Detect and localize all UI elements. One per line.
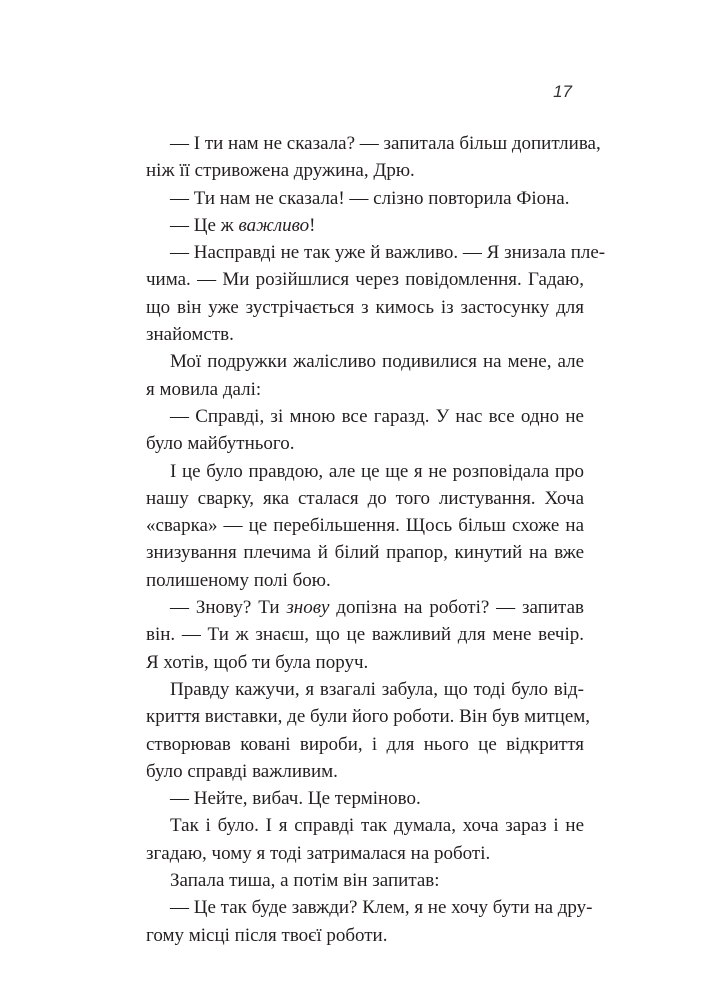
- paragraph: [146, 239, 606, 348]
- text-run: І це було правдою, але це ще я не розповідала про: [170, 460, 584, 482]
- text-line: [146, 403, 584, 430]
- text-line: [146, 703, 591, 730]
- paragraph: [146, 348, 584, 403]
- emphasis-text: знову: [286, 597, 330, 619]
- paragraph: [146, 785, 584, 812]
- paragraph: [146, 130, 601, 185]
- text-run: «сварка» — це перебільшення. Щось більш схоже на: [146, 515, 584, 537]
- text-line: [146, 785, 584, 812]
- text-run: знайомств.: [146, 324, 234, 346]
- text-run: !: [309, 214, 316, 236]
- text-run: Мої подружки жалісливо подивилися на мене, але: [170, 351, 584, 373]
- text-run: криття виставки, де були його роботи. Він був митцем,: [146, 706, 591, 728]
- text-line: [146, 294, 584, 321]
- text-run: — Знову? Ти: [170, 597, 287, 619]
- text-line: [146, 539, 584, 566]
- text-line: [146, 485, 584, 512]
- text-run: чима. — Ми розійшлися через повідомлення. Гадаю,: [146, 269, 584, 291]
- paragraph: [146, 403, 584, 458]
- paragraph: [146, 594, 584, 676]
- text-line: [146, 321, 584, 348]
- text-run: згадаю, чому я тоді затрималася на роботі.: [146, 842, 491, 864]
- text-run: Правду кажучи, я взагалі забула, що тоді було від-: [170, 678, 584, 700]
- text-run: Так і було. І я справді так думала, хоча зараз і не: [170, 815, 584, 837]
- text-run: гому місці після твоєї роботи.: [146, 924, 388, 946]
- text-run: Запала тиша, а потім він запитав:: [170, 870, 440, 892]
- text-line: [146, 458, 584, 485]
- text-line: [146, 512, 584, 539]
- paragraph: [146, 867, 584, 894]
- text-line: [146, 758, 584, 785]
- text-line: [146, 594, 584, 621]
- text-run: — Це так буде завжди? Клем, я не хочу бути на дру-: [170, 897, 593, 919]
- text-run: було справді важливим.: [146, 760, 338, 782]
- text-run: — Ти нам не сказала! — слізно повторила Фіона.: [170, 187, 570, 209]
- text-run: — Насправді не так уже й важливо. — Я знизала пле-: [170, 242, 606, 264]
- paragraph: [146, 812, 584, 867]
- text-run: Я хотів, щоб ти була поруч.: [146, 651, 369, 673]
- text-line: [146, 157, 584, 184]
- text-line: [146, 266, 584, 293]
- text-line: [146, 130, 601, 157]
- emphasis-text: важливо: [238, 214, 310, 236]
- text-line: [146, 922, 584, 949]
- text-run: — Це ж: [170, 214, 239, 236]
- text-line: [146, 621, 584, 648]
- paragraph: [146, 894, 593, 949]
- body-text: [146, 130, 606, 949]
- text-run: що він уже зустрічається з кимось із застосунку для: [146, 296, 584, 318]
- paragraph: [146, 212, 584, 239]
- text-line: [146, 894, 593, 921]
- text-line: [146, 676, 584, 703]
- paragraph: [146, 458, 584, 594]
- text-run: — Нейте, вибач. Це терміново.: [170, 788, 421, 810]
- paragraph: [146, 185, 584, 212]
- text-line: [146, 430, 584, 457]
- text-line: [146, 185, 584, 212]
- text-line: [146, 239, 606, 266]
- page-number: 17: [553, 82, 572, 101]
- text-run: допізна на роботі? — запитав: [329, 597, 584, 619]
- text-run: він. — Ти ж знаєш, що це важливий для мене вечір.: [146, 624, 584, 646]
- text-run: знизування плечима й білий прапор, кинутий на вже: [146, 542, 584, 564]
- text-run: — І ти нам не сказала? — запитала більш допитлива,: [170, 133, 601, 154]
- text-line: [146, 649, 584, 676]
- text-run: нашу сварку, яка сталася до того листування. Хоча: [146, 487, 584, 509]
- text-run: створював ковані вироби, і для нього це відкриття: [146, 733, 584, 755]
- text-line: [146, 348, 584, 375]
- text-run: — Справді, зі мною все гаразд. У нас все одно не: [170, 405, 584, 427]
- text-line: [146, 731, 584, 758]
- text-run: полишеному полі бою.: [146, 569, 331, 591]
- text-run: ніж її стривожена дружина, Дрю.: [146, 160, 415, 182]
- paragraph: [146, 676, 591, 785]
- text-line: [146, 812, 584, 839]
- text-line: [146, 376, 584, 403]
- text-line: [146, 840, 584, 867]
- text-run: було майбутнього.: [146, 433, 295, 455]
- text-run: я мовила далі:: [146, 378, 262, 400]
- text-line: [146, 212, 584, 239]
- text-line: [146, 867, 584, 894]
- text-line: [146, 567, 584, 594]
